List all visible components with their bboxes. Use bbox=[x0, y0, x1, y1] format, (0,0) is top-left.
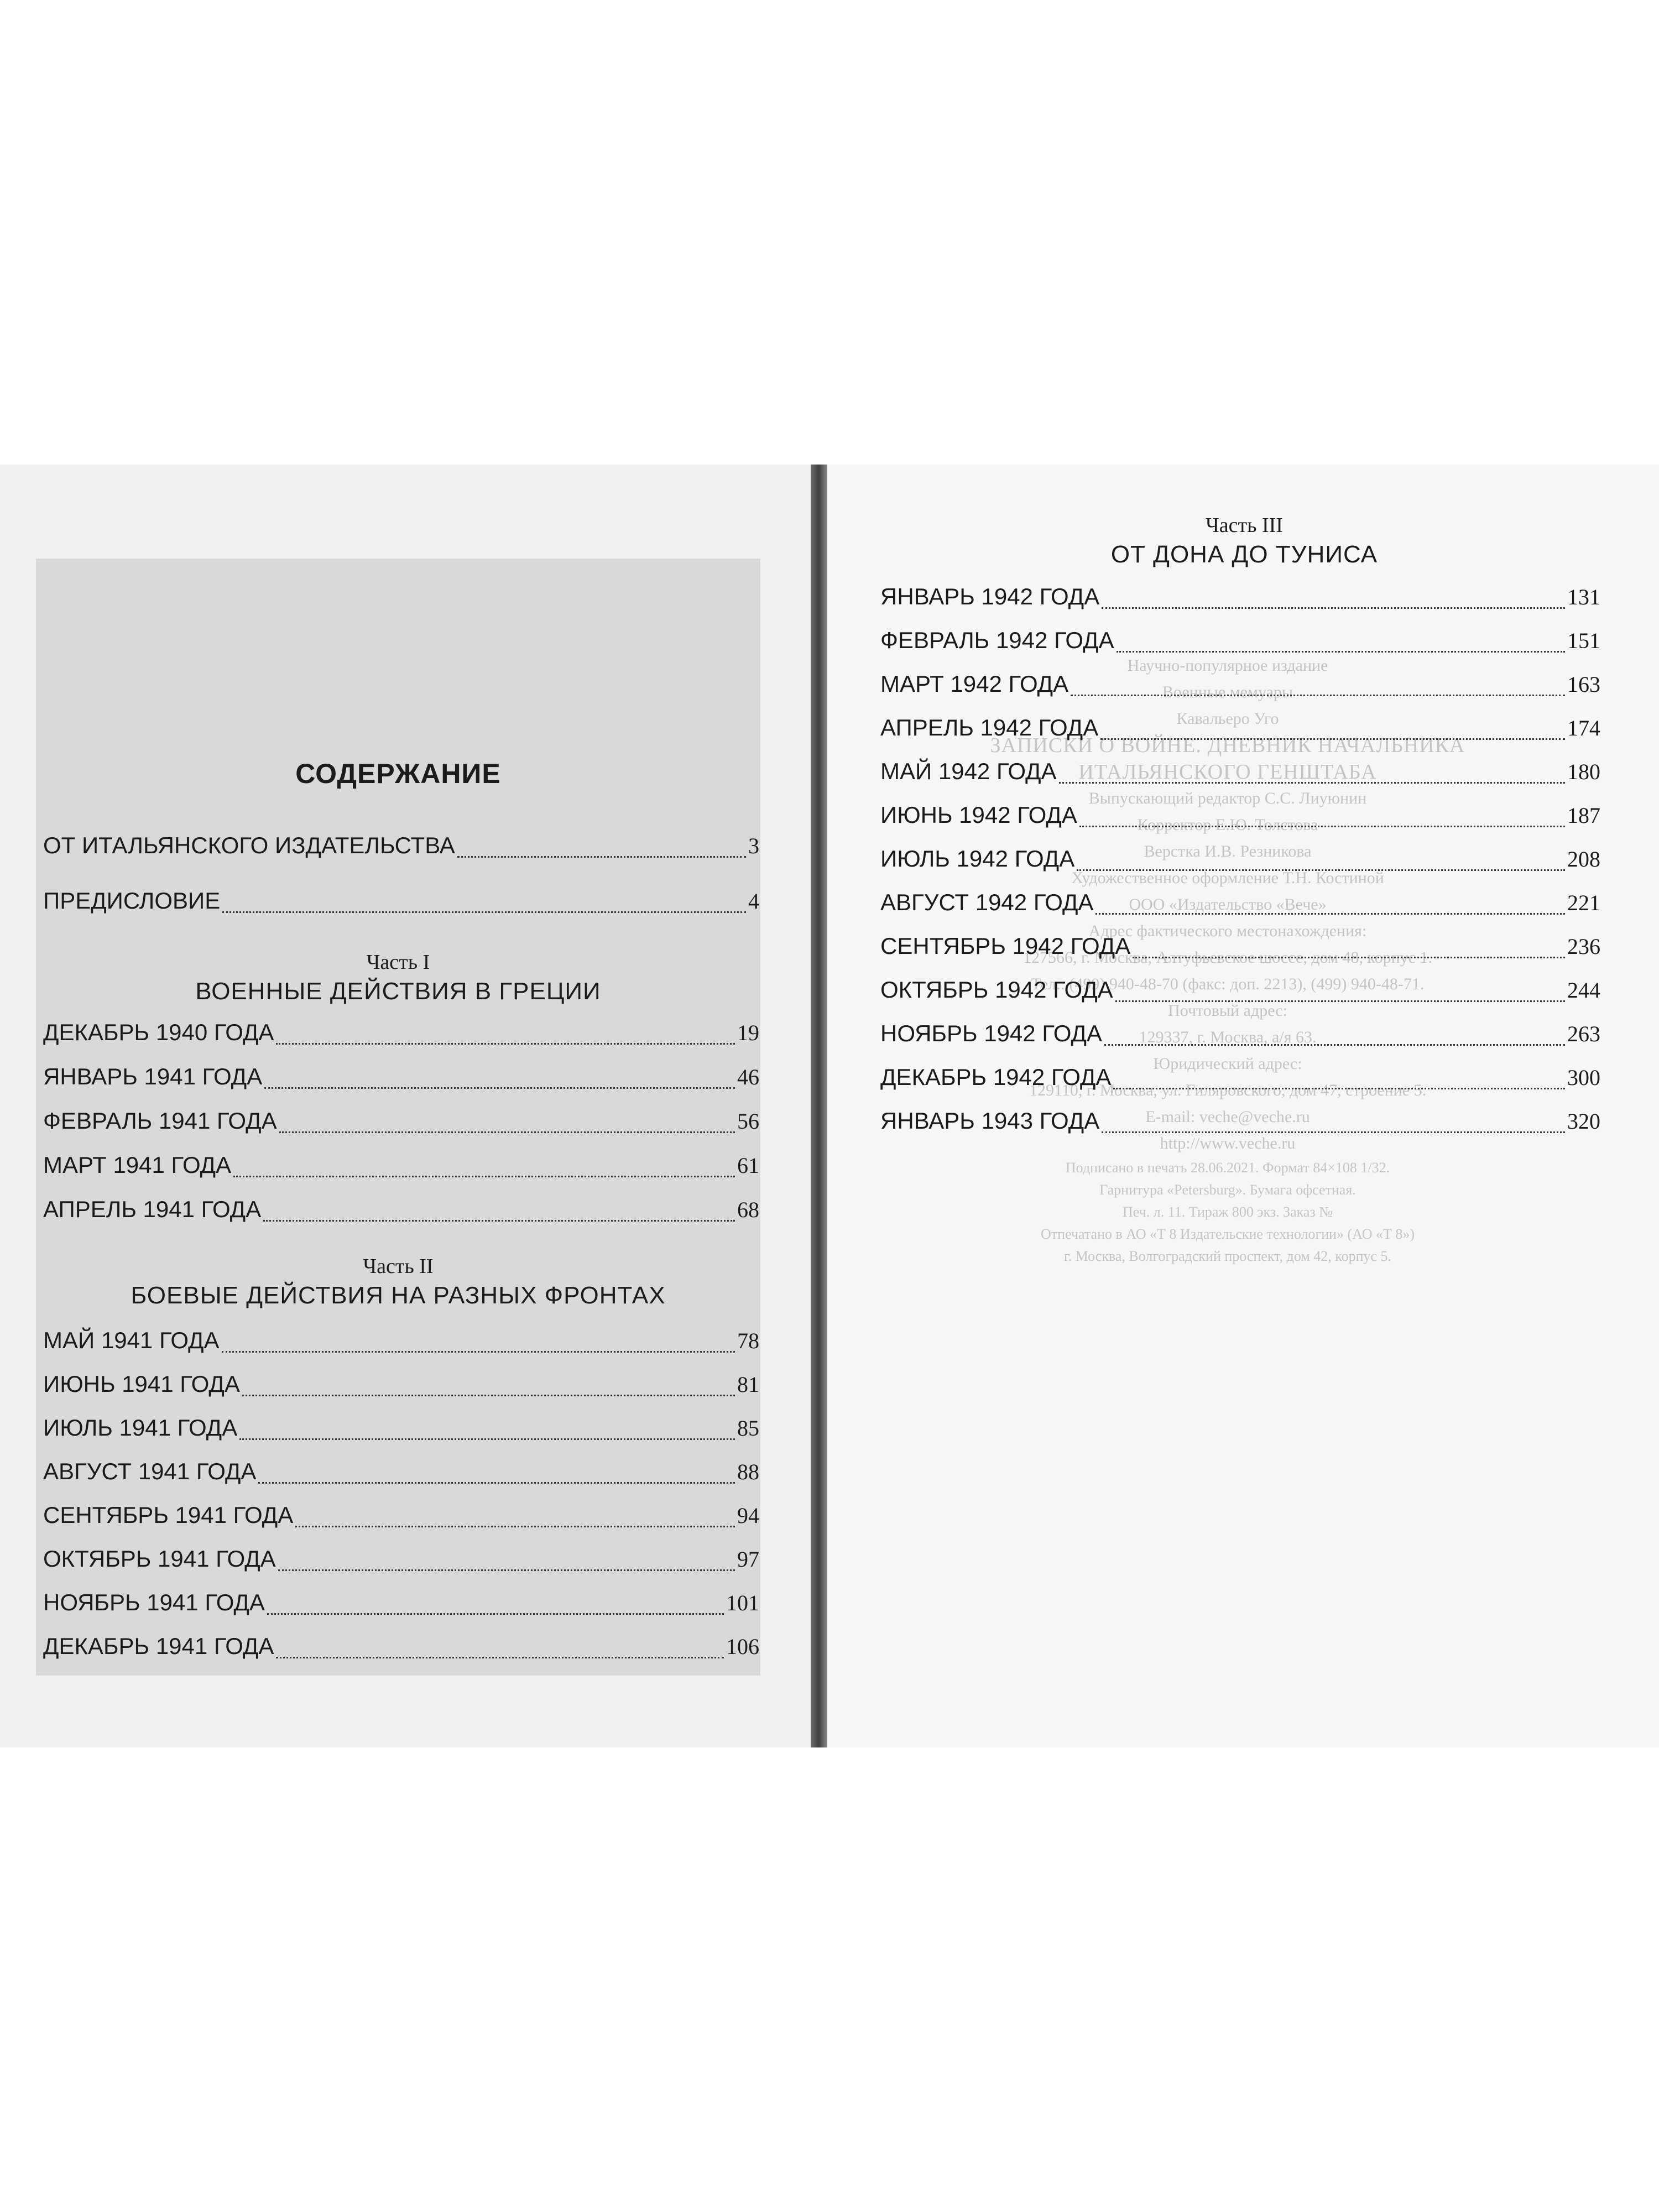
leader-dots bbox=[1117, 650, 1565, 653]
toc-entry-page: 163 bbox=[1567, 672, 1600, 697]
toc-entry-label: АВГУСТ 1941 ГОДА bbox=[43, 1458, 257, 1484]
toc-entry bbox=[880, 802, 1600, 835]
leader-dots bbox=[1113, 1087, 1565, 1089]
leader-dots bbox=[1095, 912, 1565, 915]
toc-entry-label: ИЮНЬ 1942 ГОДА bbox=[880, 802, 1077, 828]
part-title: ОТ ДОНА ДО ТУНИСА bbox=[1110, 541, 1378, 568]
toc-entry-page: 300 bbox=[1567, 1065, 1600, 1090]
leader-dots bbox=[278, 1568, 735, 1571]
toc-entry-page: 88 bbox=[737, 1459, 759, 1484]
leader-dots bbox=[276, 1042, 735, 1045]
toc-entry-page: 97 bbox=[737, 1547, 759, 1572]
part-heading bbox=[885, 512, 1604, 570]
imprint-line: Отпечатано в АО «Т 8 Издательские технологии» (АО «Т 8») bbox=[1040, 1226, 1415, 1242]
toc-entry-page: 263 bbox=[1567, 1021, 1600, 1046]
page-title: СОДЕРЖАНИЕ bbox=[295, 758, 501, 789]
leader-dots bbox=[264, 1086, 735, 1089]
toc-entry bbox=[43, 1415, 759, 1448]
toc-entry-label: АПРЕЛЬ 1942 ГОДА bbox=[880, 714, 1099, 740]
toc-entry-page: 61 bbox=[737, 1153, 759, 1178]
toc-entry-label: МАРТ 1942 ГОДА bbox=[880, 671, 1069, 697]
toc-entry-label: НОЯБРЬ 1942 ГОДА bbox=[880, 1020, 1102, 1046]
leader-dots bbox=[276, 1656, 724, 1658]
toc-entry bbox=[880, 889, 1600, 922]
leader-dots bbox=[295, 1525, 735, 1527]
toc-entry-label: СЕНТЯБРЬ 1942 ГОДА bbox=[880, 933, 1131, 959]
leader-dots bbox=[242, 1394, 735, 1396]
part-number: Часть III bbox=[1206, 514, 1283, 537]
part-title: ВОЕННЫЕ ДЕЙСТВИЯ В ГРЕЦИИ bbox=[195, 978, 601, 1005]
toc-entry-label: ОКТЯБРЬ 1942 ГОДА bbox=[880, 977, 1113, 1003]
toc-entry-page: 208 bbox=[1567, 847, 1600, 872]
leader-dots bbox=[1104, 1043, 1565, 1046]
toc-entry bbox=[43, 1063, 759, 1097]
leader-dots bbox=[222, 1350, 735, 1353]
toc-entry-label: ДЕКАБРЬ 1940 ГОДА bbox=[43, 1019, 274, 1045]
toc-entry bbox=[880, 583, 1600, 617]
toc-entry-label: АВГУСТ 1942 ГОДА bbox=[880, 889, 1094, 915]
imprint-line: Кавальеро Уго bbox=[1176, 709, 1279, 728]
leader-dots bbox=[279, 1130, 735, 1133]
toc-entry-page: 180 bbox=[1567, 759, 1600, 784]
part-number: Часть II bbox=[363, 1255, 434, 1278]
leader-dots bbox=[1077, 868, 1565, 871]
toc-entry-page: 68 bbox=[737, 1197, 759, 1222]
leader-dots bbox=[239, 1437, 735, 1440]
toc-entry-label: ЯНВАРЬ 1941 ГОДА bbox=[43, 1063, 263, 1089]
toc-entry-page: 3 bbox=[748, 833, 759, 858]
toc-entry-label: ФЕВРАЛЬ 1941 ГОДА bbox=[43, 1108, 277, 1134]
toc-entry-label: ИЮНЬ 1941 ГОДА bbox=[43, 1371, 240, 1397]
toc-entry-label: ИЮЛЬ 1942 ГОДА bbox=[880, 846, 1075, 872]
toc-entry-page: 101 bbox=[726, 1590, 759, 1615]
toc-entry-label: СЕНТЯБРЬ 1941 ГОДА bbox=[43, 1502, 294, 1528]
toc-entry bbox=[43, 1196, 759, 1229]
imprint-line: Военные мемуары bbox=[1162, 683, 1293, 701]
toc-entry-page: 85 bbox=[737, 1416, 759, 1441]
toc-entry-page: 244 bbox=[1567, 978, 1600, 1003]
part-heading bbox=[36, 1253, 760, 1311]
leader-dots bbox=[1102, 1130, 1565, 1133]
part-heading bbox=[36, 948, 760, 1007]
toc-entry-page: 106 bbox=[726, 1634, 759, 1659]
toc-entry bbox=[43, 1502, 759, 1535]
leader-dots bbox=[1059, 781, 1565, 784]
book-spine-gutter bbox=[811, 465, 827, 1747]
toc-entry-label: ДЕКАБРЬ 1941 ГОДА bbox=[43, 1633, 274, 1659]
toc-entry-page: 46 bbox=[737, 1065, 759, 1089]
imprint-line: Художественное оформление Т.Н. Костиной bbox=[1071, 869, 1384, 887]
imprint-line: Научно-популярное издание bbox=[1127, 656, 1328, 675]
toc-entry-label: ОТ ИТАЛЬЯНСКОГО ИЗДАТЕЛЬСТВА bbox=[43, 832, 455, 858]
imprint-line: Юридический адрес: bbox=[1153, 1055, 1302, 1073]
leader-dots bbox=[1102, 606, 1565, 609]
imprint-line: Почтовый адрес: bbox=[1168, 1001, 1287, 1020]
toc-entry bbox=[43, 1546, 759, 1579]
toc-entry-label: ПРЕДИСЛОВИЕ bbox=[43, 888, 221, 914]
toc-entry-label: АПРЕЛЬ 1941 ГОДА bbox=[43, 1196, 262, 1222]
part-number: Часть I bbox=[366, 951, 430, 974]
imprint-line: г. Москва, Волгоградский проспект, дом 42, корпус 5. bbox=[1063, 1248, 1392, 1264]
toc-entry bbox=[880, 714, 1600, 748]
imprint-line: http://www.veche.ru bbox=[1160, 1134, 1296, 1152]
imprint-line: Выпускающий редактор С.С. Лиуюнин bbox=[1088, 789, 1367, 807]
toc-entry-page: 19 bbox=[737, 1020, 759, 1045]
leader-dots bbox=[1115, 999, 1565, 1002]
part-title: БОЕВЫЕ ДЕЙСТВИЯ НА РАЗНЫХ ФРОНТАХ bbox=[131, 1282, 666, 1309]
toc-entry-label: ОКТЯБРЬ 1941 ГОДА bbox=[43, 1546, 276, 1572]
toc-entry-page: 151 bbox=[1567, 628, 1600, 653]
leader-dots bbox=[258, 1481, 735, 1484]
toc-entry-page: 94 bbox=[737, 1503, 759, 1528]
imprint-line: Корректор Е.Ю. Толстова bbox=[1137, 816, 1318, 834]
leader-dots bbox=[1079, 825, 1565, 827]
toc-entry bbox=[880, 977, 1600, 1010]
toc-entry-label: ЯНВАРЬ 1942 ГОДА bbox=[880, 583, 1100, 609]
imprint-line: Адрес фактического местонахождения: bbox=[1088, 922, 1367, 940]
leader-dots bbox=[1071, 693, 1565, 696]
toc-entry bbox=[43, 1458, 759, 1491]
toc-entry bbox=[880, 933, 1600, 966]
imprint-line: 127566, г. Москва, Алтуфьевское шоссе, дом 48, корпус 1. bbox=[1023, 948, 1432, 967]
leader-dots bbox=[267, 1612, 724, 1615]
toc-entry-label: МАЙ 1941 ГОДА bbox=[43, 1327, 220, 1353]
toc-entry bbox=[43, 1152, 759, 1185]
toc-entry-page: 320 bbox=[1567, 1109, 1600, 1134]
toc-entry-page: 174 bbox=[1567, 716, 1600, 740]
toc-entry bbox=[43, 888, 759, 921]
toc-entry bbox=[880, 1064, 1600, 1097]
toc-entry-page: 236 bbox=[1567, 934, 1600, 959]
toc-entry bbox=[43, 1327, 759, 1360]
toc-entry bbox=[880, 846, 1600, 879]
toc-entry-page: 56 bbox=[737, 1109, 759, 1134]
toc-entry bbox=[880, 671, 1600, 704]
leader-dots bbox=[233, 1175, 735, 1177]
leader-dots bbox=[1133, 956, 1565, 958]
toc-entry-page: 221 bbox=[1567, 890, 1600, 915]
toc-entry-label: ФЕВРАЛЬ 1942 ГОДА bbox=[880, 627, 1114, 653]
toc-entry bbox=[43, 832, 759, 865]
toc-entry-page: 81 bbox=[737, 1372, 759, 1397]
toc-entry-page: 131 bbox=[1567, 585, 1600, 609]
toc-entry-label: МАЙ 1942 ГОДА bbox=[880, 758, 1057, 784]
imprint-line: Подписано в печать 28.06.2021. Формат 84×108 1/32. bbox=[1065, 1160, 1390, 1176]
toc-entry-label: МАРТ 1941 ГОДА bbox=[43, 1152, 232, 1178]
toc-entry-label: ИЮЛЬ 1941 ГОДА bbox=[43, 1415, 238, 1441]
toc-entry-page: 4 bbox=[748, 889, 759, 914]
toc-entry-page: 78 bbox=[737, 1328, 759, 1353]
toc-entry-label: ЯНВАРЬ 1943 ГОДА bbox=[880, 1108, 1100, 1134]
imprint-line: Тел.: (499) 940-48-70 (факс: доп. 2213), (499) 940-48-71. bbox=[1031, 975, 1425, 993]
toc-entry bbox=[880, 758, 1600, 791]
imprint-line: ЗАПИСКИ О ВОЙНЕ. ДНЕВНИК НАЧАЛЬНИКА bbox=[990, 734, 1465, 757]
toc-entry bbox=[43, 1589, 759, 1623]
imprint-line: ООО «Издательство «Вече» bbox=[1129, 895, 1327, 914]
toc-entry-label: ДЕКАБРЬ 1942 ГОДА bbox=[880, 1064, 1112, 1090]
imprint-line: E-mail: veche@veche.ru bbox=[1145, 1108, 1310, 1126]
toc-entry bbox=[880, 1108, 1600, 1141]
toc-entry-page: 187 bbox=[1567, 803, 1600, 828]
imprint-line: Гарнитура «Petersburg». Бумага офсетная. bbox=[1099, 1182, 1356, 1198]
toc-entry bbox=[880, 1020, 1600, 1053]
imprint-line: 129110, г. Москва, ул. Гиляровского, дом 47, строение 5. bbox=[1029, 1081, 1427, 1099]
leader-dots bbox=[457, 855, 746, 858]
imprint-line: Верстка И.В. Резникова bbox=[1144, 842, 1312, 860]
toc-entry bbox=[43, 1371, 759, 1404]
toc-entry bbox=[43, 1108, 759, 1141]
imprint-line: ИТАЛЬЯНСКОГО ГЕНШТАБА bbox=[1078, 760, 1377, 784]
imprint-line: Печ. л. 11. Тираж 800 экз. Заказ № bbox=[1122, 1204, 1333, 1220]
toc-entry bbox=[43, 1633, 759, 1666]
leader-dots bbox=[263, 1219, 735, 1222]
toc-entry-label: НОЯБРЬ 1941 ГОДА bbox=[43, 1589, 265, 1615]
leader-dots bbox=[1100, 737, 1565, 740]
toc-entry bbox=[880, 627, 1600, 660]
leader-dots bbox=[222, 910, 746, 913]
imprint-line: 129337, г. Москва, а/я 63. bbox=[1139, 1028, 1317, 1046]
toc-entry bbox=[43, 1019, 759, 1052]
